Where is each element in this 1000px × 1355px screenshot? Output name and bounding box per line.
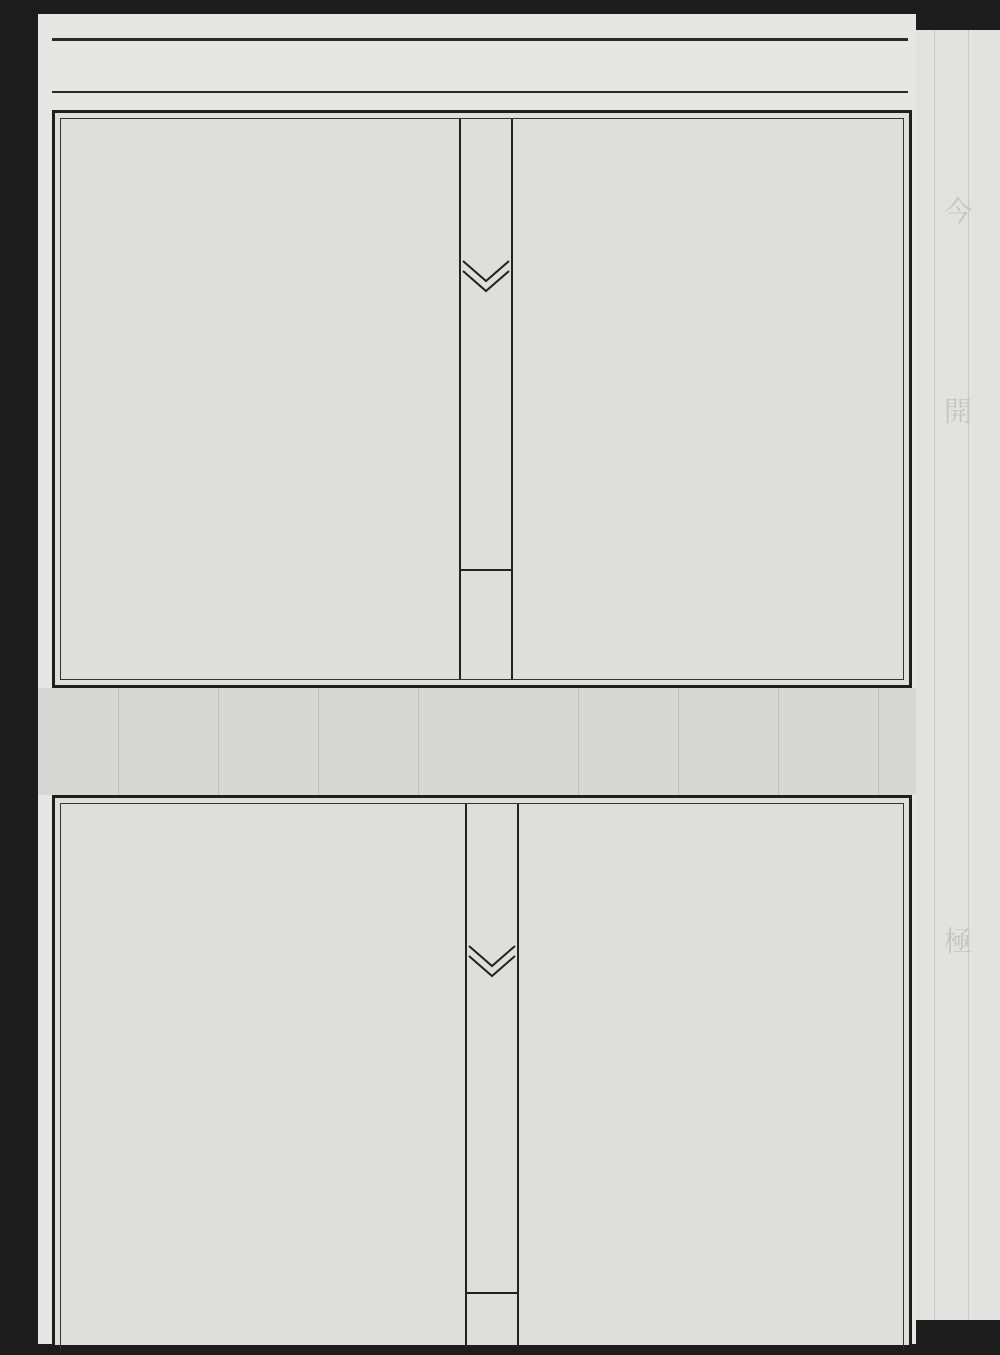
hall-name: [461, 569, 511, 577]
top-center-column: [459, 119, 513, 679]
fish-tail-mark-icon: [461, 259, 511, 299]
bottom-panel: [52, 795, 912, 1345]
fish-tail-mark-icon: [467, 944, 517, 984]
header-strip: [52, 38, 908, 93]
top-panel-frame: [60, 118, 904, 680]
page-gap-band: [38, 688, 916, 795]
top-panel: [52, 110, 912, 688]
hall-name: [467, 1292, 517, 1300]
bottom-panel-frame: [60, 803, 904, 1350]
adjacent-page-edge: [916, 30, 1000, 1320]
bottom-center-column: [465, 804, 519, 1350]
ghost-glyph: 極: [944, 925, 973, 958]
ghost-glyph: 今: [944, 195, 973, 228]
ghost-glyph: 開: [944, 395, 973, 428]
